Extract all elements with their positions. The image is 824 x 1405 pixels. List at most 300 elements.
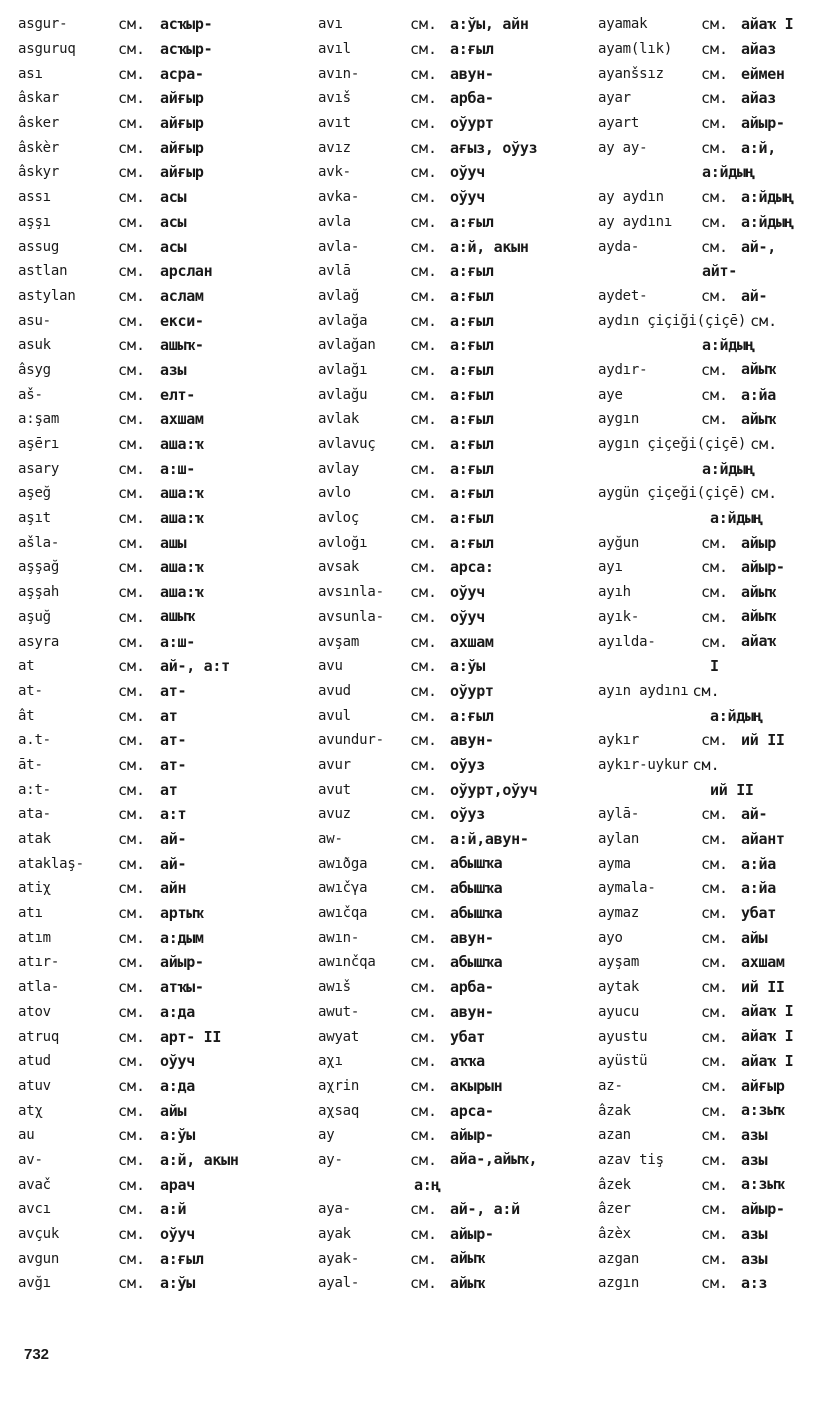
headword: ayart (598, 115, 640, 132)
target-word: айыр- (741, 114, 785, 133)
headword: avla- (318, 238, 360, 255)
dictionary-entry (18, 555, 278, 580)
entry-line (318, 851, 588, 876)
entry-line (598, 851, 824, 876)
dictionary-entry (18, 876, 278, 901)
target-word: айаз (741, 40, 776, 59)
dictionary-entry (318, 1024, 588, 1049)
dictionary-entry (318, 1000, 588, 1025)
target-word: абышҡа (450, 878, 503, 897)
headword: atruq (18, 1028, 60, 1045)
dictionary-entry (18, 12, 278, 37)
headword: âsyg (18, 361, 51, 378)
headword: ay ay- (598, 139, 648, 156)
cross-ref-marker: см. (118, 311, 146, 330)
cross-ref-marker: см. (118, 1200, 146, 1219)
target-word: а:т (160, 805, 187, 824)
cross-ref-marker: см. (118, 879, 146, 898)
cross-ref-marker: см. (118, 1002, 146, 1021)
entry-line (18, 1172, 278, 1197)
dictionary-entry (18, 975, 278, 1000)
target-word: асы (160, 212, 187, 231)
entry-line (598, 1197, 824, 1222)
headword: atuv (18, 1077, 51, 1094)
headword: ayda- (598, 238, 640, 255)
target-word: а:да (160, 1076, 195, 1095)
entry-line (318, 259, 588, 284)
cross-ref-marker: см. (410, 509, 438, 528)
target-word: а:й, (741, 138, 776, 157)
dictionary-entry (598, 1024, 824, 1049)
cross-ref-marker: см. (118, 953, 146, 972)
entry-line (598, 407, 824, 432)
target-word: оўуз (450, 805, 485, 824)
target-word: убат (450, 1027, 485, 1046)
target-word: айыҡ (450, 1249, 485, 1268)
headword: avsak (318, 559, 360, 576)
target-word: аша:ҡ (160, 557, 204, 576)
entry-line (18, 111, 278, 136)
dictionary-entry (18, 160, 278, 185)
dictionary-entry (18, 185, 278, 210)
target-word: оўуч (160, 1052, 195, 1071)
dictionary-entry (18, 654, 278, 679)
dictionary-entry (598, 851, 824, 876)
target-word: арба- (450, 89, 494, 108)
entry-line (598, 1246, 824, 1271)
dictionary-entry (18, 37, 278, 62)
entry-line (598, 284, 824, 309)
dictionary-entry (318, 234, 588, 259)
entry-line (18, 61, 278, 86)
entry-line (18, 1098, 278, 1123)
dictionary-entry (598, 407, 824, 432)
entry-line (598, 61, 824, 86)
target-word: айаҡ (741, 632, 776, 651)
dictionary-entry (18, 407, 278, 432)
entry-line (318, 753, 588, 778)
headword: ayak- (318, 1250, 360, 1267)
dictionary-entry (598, 876, 824, 901)
dictionary-entry (598, 1098, 824, 1123)
cross-ref-marker: см. (410, 805, 438, 824)
headword: asyra (18, 633, 60, 650)
cross-ref-marker: см. (410, 237, 438, 256)
target-word: айыҡ (741, 582, 776, 601)
headword: avız (318, 139, 351, 156)
dictionary-entry (598, 530, 824, 555)
entry-line (18, 308, 278, 333)
entry-line (598, 802, 824, 827)
cross-ref-marker: см. (118, 360, 146, 379)
entry-line (598, 1098, 824, 1123)
cross-ref-marker: см. (750, 484, 778, 503)
dictionary-entry (598, 728, 824, 753)
page-number: 732 (24, 1346, 50, 1363)
dictionary-entry (598, 86, 824, 111)
target-word: аслам (160, 286, 204, 305)
cross-ref-marker: см. (701, 533, 729, 552)
target-word: а:ўы (450, 657, 485, 676)
target-word-continued: I (710, 657, 719, 676)
target-word: айғыр (160, 114, 204, 133)
dictionary-entry (18, 802, 278, 827)
cross-ref-marker: см. (410, 459, 438, 478)
cross-ref-marker: см. (118, 237, 146, 256)
entry-line (598, 1024, 824, 1049)
entry-line (598, 530, 824, 555)
entry-line (18, 777, 278, 802)
headword: awıš (318, 979, 351, 996)
dictionary-entry (18, 580, 278, 605)
target-word: авун- (450, 731, 494, 750)
target-word: айаҡ I (741, 1002, 794, 1021)
cross-ref-marker: см. (410, 262, 438, 281)
target-word: убат (741, 904, 776, 923)
headword: âzek (598, 1176, 631, 1193)
dictionary-entry (598, 1271, 824, 1296)
dictionary-entry (318, 555, 588, 580)
dictionary-entry (18, 284, 278, 309)
entry-line (18, 827, 278, 852)
dictionary-entry (18, 1098, 278, 1123)
target-word: арслан (160, 262, 213, 281)
target-word: а:да (160, 1002, 195, 1021)
target-word: ай- (160, 830, 187, 849)
entry-continuation (598, 160, 824, 185)
cross-ref-marker: см. (118, 755, 146, 774)
target-word: арса: (450, 558, 494, 577)
dictionary-entry (18, 481, 278, 506)
entry-line (318, 284, 588, 309)
headword: avlay (318, 460, 360, 477)
entry-line (18, 234, 278, 259)
cross-ref-marker: см. (410, 40, 438, 59)
target-word-continued: а:йдың (702, 336, 755, 355)
headword: ât (18, 707, 35, 724)
dictionary-entry (18, 333, 278, 358)
headword: a:şam (18, 411, 60, 428)
headword: aşşağ (18, 559, 60, 576)
entry-line (598, 12, 824, 37)
dictionary-entry (18, 827, 278, 852)
headword: aşērı (18, 436, 60, 453)
target-word: а:ғыл (450, 706, 494, 725)
cross-ref-marker: см. (701, 632, 729, 651)
entry-line (18, 1000, 278, 1025)
cross-ref-marker: см. (701, 1249, 729, 1268)
headword: avlavuç (318, 436, 376, 453)
headword: ayanšsız (598, 65, 664, 82)
target-word: айыҡ (741, 409, 776, 428)
headword: azgan (598, 1250, 640, 1267)
headword: ayma (598, 855, 631, 872)
target-word: ат- (160, 681, 187, 700)
headword: au (18, 1127, 35, 1144)
target-word: ай- (160, 854, 187, 873)
headword: aytak (598, 979, 640, 996)
dictionary-entry (318, 12, 588, 37)
headword: avloğı (318, 534, 368, 551)
cross-ref-marker: см. (701, 1101, 729, 1120)
headword: aw- (318, 831, 343, 848)
cross-ref-marker: см. (118, 1225, 146, 1244)
entry-line (318, 333, 588, 358)
dictionary-entry (18, 851, 278, 876)
cross-ref-marker: см. (410, 188, 438, 207)
target-word: а:ғыл (450, 336, 494, 355)
target-word: ашыҡ (160, 607, 195, 626)
cross-ref-marker: см. (118, 188, 146, 207)
headword: avur (318, 756, 351, 773)
entry-line (318, 777, 588, 802)
dictionary-entry (598, 382, 824, 407)
dictionary-entry (18, 1148, 278, 1173)
headword: avlo (318, 485, 351, 502)
entry-line (318, 12, 588, 37)
target-word: а:зыҡ (741, 1175, 785, 1194)
dictionary-entry (18, 1024, 278, 1049)
dictionary-entry (18, 259, 278, 284)
target-word: асра- (160, 64, 204, 83)
dictionary-entry (18, 432, 278, 457)
target-word: оўуч (450, 583, 485, 602)
cross-ref-marker: см. (701, 1052, 729, 1071)
cross-ref-marker: см. (701, 237, 729, 256)
headword: ayal- (318, 1275, 360, 1292)
entry-line (18, 580, 278, 605)
target-word: ат- (160, 755, 187, 774)
entry-line (598, 1000, 824, 1025)
target-word: а:ғыл (450, 533, 494, 552)
entry-line (598, 382, 824, 407)
cross-ref-marker: см. (410, 484, 438, 503)
dictionary-entry (598, 481, 824, 530)
headword: aya- (318, 1201, 351, 1218)
headword: ata- (18, 806, 51, 823)
dictionary-entry (598, 605, 824, 630)
headword: avlağu (318, 386, 368, 403)
headword: asguruq (18, 41, 76, 58)
headword: avıš (318, 90, 351, 107)
headword: avlağa (318, 312, 368, 329)
entry-line (598, 555, 824, 580)
target-word: а:зыҡ (741, 1101, 785, 1120)
entry-line (18, 456, 278, 481)
dictionary-entry (318, 975, 588, 1000)
headword: astylan (18, 287, 76, 304)
headword: âzer (598, 1201, 631, 1218)
target-word: артыҡ (160, 903, 204, 922)
dictionary-entry (318, 481, 588, 506)
cross-ref-marker: см. (692, 755, 720, 774)
dictionary-entry (318, 777, 588, 802)
entry-line (598, 308, 824, 333)
headword: aşşah (18, 584, 60, 601)
target-word: айн (160, 879, 187, 898)
dictionary-entry (18, 605, 278, 630)
target-word: а:ғыл (450, 40, 494, 59)
cross-ref-marker: см. (118, 854, 146, 873)
target-word-continued: а:йдың (710, 706, 763, 725)
entry-line (318, 629, 588, 654)
dictionary-entry (318, 851, 588, 876)
entry-line (318, 975, 588, 1000)
cross-ref-marker: см. (410, 435, 438, 454)
cross-ref-marker: см. (118, 780, 146, 799)
target-word: акырын (450, 1076, 503, 1095)
headword: avul (318, 707, 351, 724)
entry-line (18, 925, 278, 950)
cross-ref-marker: см. (118, 830, 146, 849)
headword: aχrin (318, 1077, 360, 1094)
cross-ref-marker: см. (410, 114, 438, 133)
cross-ref-marker: см. (701, 978, 729, 997)
headword: atır- (18, 954, 60, 971)
headword: avcı (18, 1201, 51, 1218)
target-word: асҡыр- (160, 39, 213, 58)
target-word: ай- (741, 286, 768, 305)
cross-ref-marker: см. (118, 632, 146, 651)
cross-ref-marker: см. (701, 286, 729, 305)
target-word: а:дым (160, 928, 204, 947)
dictionary-entry (18, 530, 278, 555)
target-word: азы (160, 360, 187, 379)
dictionary-entry (598, 901, 824, 926)
target-word: айыр (741, 533, 776, 552)
entry-line (598, 234, 824, 259)
entry-line (598, 876, 824, 901)
headword: aymaz (598, 905, 640, 922)
target-word: ат (160, 780, 178, 799)
dictionary-entry (598, 12, 824, 37)
headword: aykır-uykur (598, 756, 689, 773)
entry-line (318, 456, 588, 481)
entry-line (318, 135, 588, 160)
headword: ayüstü (598, 1053, 648, 1070)
target-word: айаҡ I (741, 14, 794, 33)
cross-ref-marker: см. (118, 731, 146, 750)
dictionary-entry (318, 605, 588, 630)
entry-line (318, 1024, 588, 1049)
headword: atla- (18, 979, 60, 996)
headword: aykır (598, 732, 640, 749)
dictionary-entry (318, 530, 588, 555)
cross-ref-marker: см. (118, 706, 146, 725)
cross-ref-marker: см. (118, 163, 146, 182)
entry-line (18, 728, 278, 753)
dictionary-entry (18, 777, 278, 802)
target-word: асы (160, 237, 187, 256)
entry-continuation (598, 506, 824, 531)
target-word: айант (741, 830, 785, 849)
entry-line (318, 1148, 588, 1173)
cross-ref-marker: см. (410, 1101, 438, 1120)
entry-line (318, 1000, 588, 1025)
column-2 (318, 12, 588, 1296)
entry-line (318, 728, 588, 753)
target-word: а:ғыл (450, 212, 494, 231)
entry-line (318, 1197, 588, 1222)
target-word: ашы (160, 533, 187, 552)
dictionary-entry (598, 308, 824, 357)
dictionary-entry (318, 407, 588, 432)
headword: avsunla- (318, 608, 384, 625)
cross-ref-marker: см. (410, 15, 438, 34)
cross-ref-marker: см. (410, 311, 438, 330)
headword: avk- (318, 164, 351, 181)
cross-ref-marker: см. (118, 89, 146, 108)
dictionary-entry (318, 679, 588, 704)
headword: avıl (318, 41, 351, 58)
target-word: абышҡа (450, 854, 503, 873)
cross-ref-marker: см. (410, 706, 438, 725)
entry-line (598, 827, 824, 852)
target-word: айғыр (160, 89, 204, 108)
dictionary-entry (18, 1172, 278, 1197)
entry-line (18, 358, 278, 383)
entry-line (318, 185, 588, 210)
dictionary-entry (598, 753, 824, 802)
target-word: ахшам (160, 410, 204, 429)
entry-line (18, 876, 278, 901)
cross-ref-marker: см. (410, 632, 438, 651)
target-word: абышҡа (450, 952, 503, 971)
headword: at- (18, 682, 43, 699)
target-word: а:ғыл (450, 459, 494, 478)
entry-line (598, 481, 824, 506)
headword: avsınla- (318, 584, 384, 601)
dictionary-entry (18, 1246, 278, 1271)
headword: avut (318, 781, 351, 798)
entry-line (598, 1222, 824, 1247)
headword: aşuğ (18, 608, 51, 625)
cross-ref-marker: см. (701, 360, 729, 379)
target-word: а:ўы (160, 1274, 195, 1293)
target-word: азы (741, 1225, 768, 1244)
target-word: ай-, а:й (450, 1200, 520, 1219)
entry-line (318, 160, 588, 185)
entry-line (598, 975, 824, 1000)
headword: aymala- (598, 880, 656, 897)
headword: azav tiş (598, 1151, 664, 1168)
headword: aşıt (18, 510, 51, 527)
cross-ref-marker: см. (410, 879, 438, 898)
entry-line (18, 851, 278, 876)
dictionary-entry (18, 925, 278, 950)
dictionary-entry (598, 1172, 824, 1197)
cross-ref-marker: см. (118, 978, 146, 997)
headword: ataklaş- (18, 855, 84, 872)
target-word: а:йа (741, 879, 776, 898)
cross-ref-marker: см. (701, 1175, 729, 1194)
dictionary-entry (318, 1148, 588, 1197)
headword: azan (598, 1127, 631, 1144)
entry-line (318, 86, 588, 111)
headword: av- (18, 1151, 43, 1168)
headword: âsker (18, 115, 60, 132)
headword: avlağan (318, 337, 376, 354)
headword: assı (18, 189, 51, 206)
dictionary-entry (598, 827, 824, 852)
cross-ref-marker: см. (410, 1027, 438, 1046)
entry-line (318, 950, 588, 975)
dictionary-entry (318, 284, 588, 309)
headword: awyat (318, 1028, 360, 1045)
target-word-continued: а:ң (414, 1175, 441, 1194)
cross-ref-marker: см. (701, 731, 729, 750)
dictionary-entry (318, 876, 588, 901)
